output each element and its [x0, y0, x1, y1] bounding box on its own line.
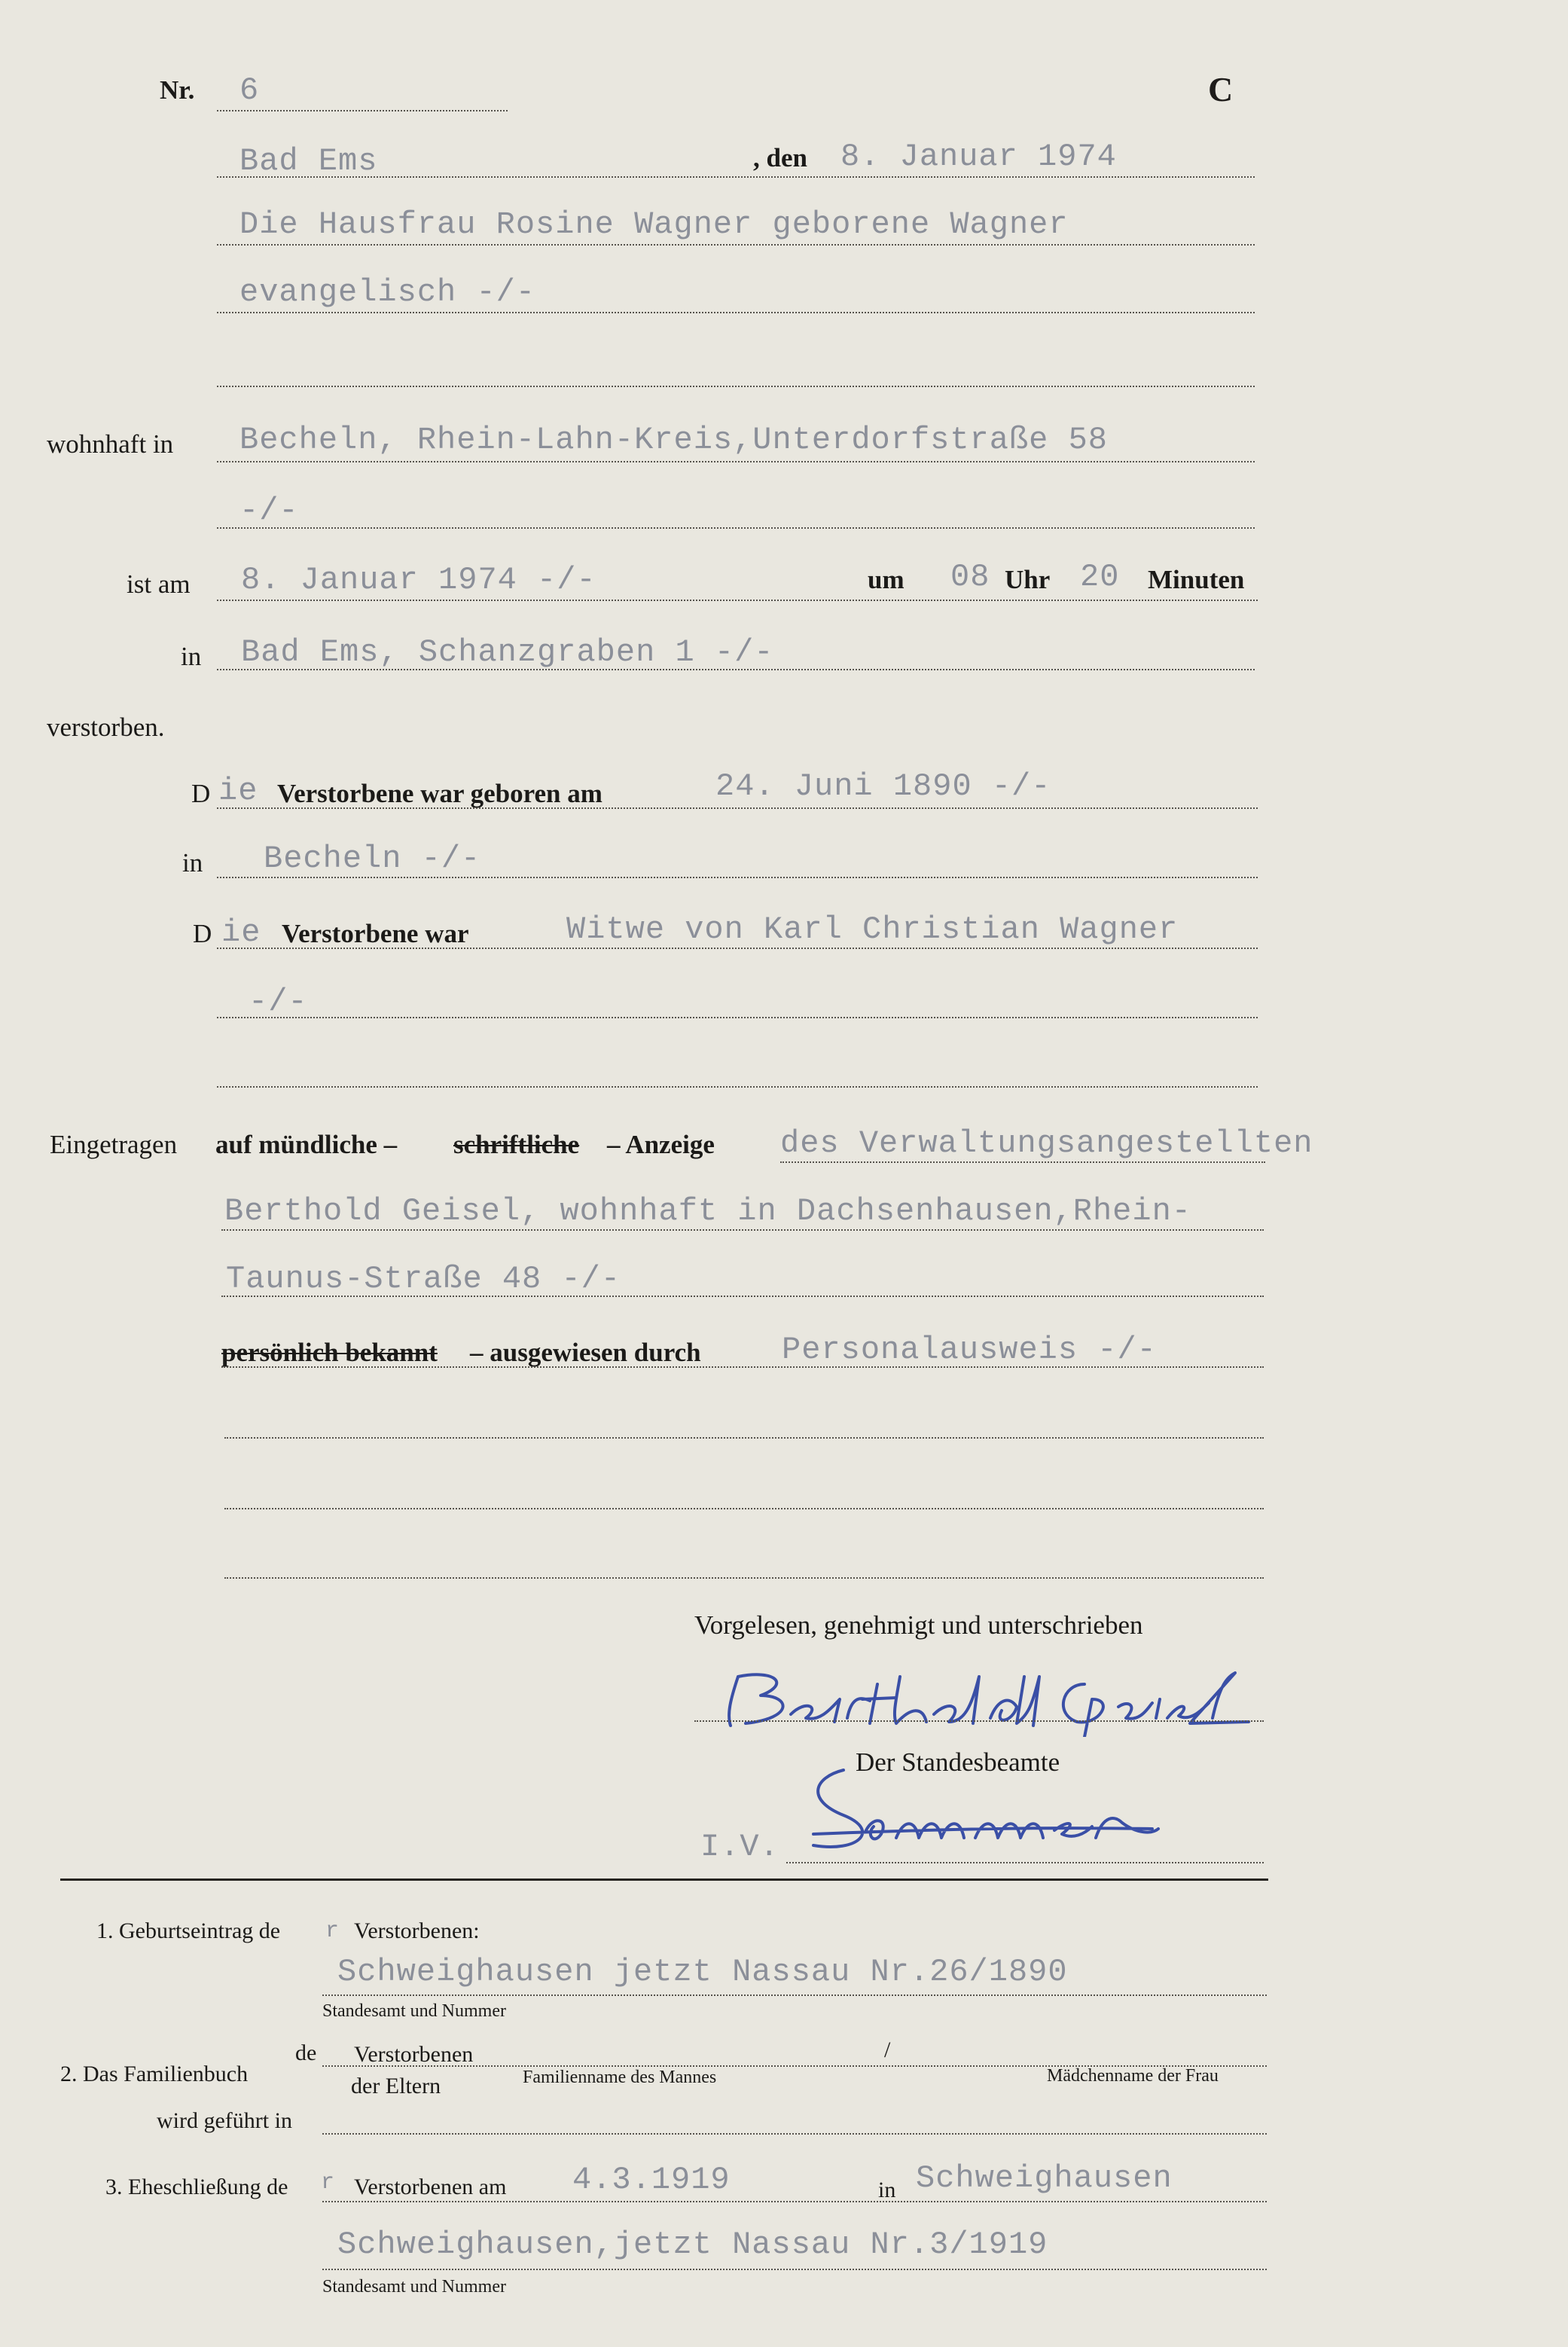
- status-fill: ie: [221, 914, 261, 951]
- line-note-3-value: [322, 2269, 1267, 2270]
- religion: evangelisch -/-: [239, 274, 536, 310]
- standesbeamte-label: Der Standesbeamte: [856, 1747, 1060, 1777]
- note-2-caption-b: Mädchenname der Frau: [1047, 2066, 1219, 2086]
- schriftliche-label-struck: schriftliche: [453, 1130, 580, 1159]
- line-note-1: [322, 1994, 1267, 1996]
- note-3-label-b: Verstorbenen am: [354, 2175, 507, 2199]
- persoenlich-bekannt-struck: persönlich bekannt: [221, 1338, 438, 1367]
- address-cont: -/-: [239, 493, 299, 529]
- entry-date: 8. Januar 1974: [840, 139, 1117, 175]
- line-blank-4: [224, 1508, 1264, 1509]
- address: Becheln, Rhein-Lahn-Kreis,Unterdorfstraße 58: [239, 422, 1108, 458]
- line-address-cont: [217, 527, 1255, 529]
- vorgelesen-label: Vorgelesen, genehmigt und unterschrieben: [694, 1610, 1143, 1640]
- informant-line-2: Berthold Geisel, wohnhaft in Dachsenhausen,Rhein-: [224, 1193, 1192, 1229]
- note-2-verstorbenen: Verstorbenen: [354, 2042, 474, 2067]
- note-3-caption: Standesamt und Nummer: [322, 2277, 506, 2297]
- note-3-date: 4.3.1919: [572, 2162, 731, 2198]
- line-id-document: [221, 1366, 1264, 1368]
- wohnhaft-label: wohnhaft in: [47, 429, 174, 459]
- auf-muendliche-label: auf mündliche –: [215, 1130, 398, 1159]
- note-2-slash: /: [884, 2037, 891, 2062]
- note-1-fill: r: [325, 1918, 340, 1944]
- ist-am-label: ist am: [127, 569, 191, 599]
- note-1-caption: Standesamt und Nummer: [322, 2001, 506, 2021]
- marital-status: Witwe von Karl Christian Wagner: [566, 911, 1179, 948]
- note-2-caption-a: Familienname des Mannes: [523, 2068, 717, 2087]
- iv-label: I.V.: [700, 1829, 779, 1865]
- line-address: [217, 461, 1255, 462]
- in-label: in: [181, 642, 202, 671]
- status-label: Verstorbene war: [282, 919, 469, 948]
- uhr-label: Uhr: [1005, 565, 1051, 594]
- line-status: [217, 948, 1258, 949]
- line-blank-3: [224, 1437, 1264, 1439]
- death-place: Bad Ems, Schanzgraben 1 -/-: [241, 634, 774, 670]
- death-minutes: 20: [1080, 559, 1120, 595]
- ausgewiesen-label: – ausgewiesen durch: [470, 1338, 701, 1367]
- line-official-signature: [786, 1862, 1264, 1863]
- line-note-2-wird: [322, 2133, 1267, 2135]
- born-prefix: D: [191, 779, 211, 808]
- informant-line-3: Taunus-Straße 48 -/-: [226, 1261, 621, 1297]
- section-divider: [60, 1879, 1268, 1881]
- id-document: Personalausweis -/-: [782, 1332, 1157, 1368]
- status-prefix: D: [193, 919, 212, 948]
- den-label: , den: [753, 143, 807, 172]
- note-3-in: in: [878, 2178, 896, 2202]
- line-status-cont: [217, 1017, 1258, 1018]
- line-note-3: [322, 2201, 1267, 2202]
- entry-place: Bad Ems: [239, 143, 378, 179]
- death-date: 8. Januar 1974 -/-: [241, 562, 596, 598]
- note-2-label: 2. Das Familienbuch: [60, 2062, 249, 2086]
- note-3-value: Schweighausen,jetzt Nassau Nr.3/1919: [337, 2226, 1048, 2263]
- line-informant-2: [221, 1229, 1264, 1231]
- line-place-date: [217, 176, 1255, 178]
- anzeige-label: – Anzeige: [607, 1130, 715, 1159]
- note-2-de: de: [295, 2040, 317, 2065]
- line-death-place: [217, 669, 1255, 670]
- note-1-label-b: Verstorbenen:: [354, 1918, 480, 1943]
- nr-value: 6: [239, 72, 260, 108]
- line-blank-5: [224, 1577, 1264, 1579]
- born-label: Verstorbene war geboren am: [277, 779, 602, 808]
- line-informant-signature: [694, 1720, 1264, 1722]
- born-fill: ie: [218, 773, 258, 809]
- informant-line-1: des Verwaltungsangestellten: [780, 1125, 1313, 1161]
- note-3-place: Schweighausen: [916, 2160, 1173, 2196]
- birth-date: 24. Juni 1890 -/-: [715, 768, 1051, 804]
- status-cont: -/-: [249, 984, 308, 1020]
- deceased-person: Die Hausfrau Rosine Wagner geborene Wagner: [239, 206, 1069, 243]
- informant-signature: [708, 1654, 1250, 1737]
- birth-place: Becheln -/-: [264, 841, 481, 877]
- official-signature: [798, 1763, 1160, 1860]
- note-1-value: Schweighausen jetzt Nassau Nr.26/1890: [337, 1954, 1068, 1990]
- line-birth-place: [217, 877, 1258, 878]
- note-2-wird: wird geführt in: [157, 2108, 292, 2133]
- line-informant-1: [780, 1161, 1265, 1163]
- line-birth-date: [217, 807, 1258, 809]
- eingetragen-label: Eingetragen: [50, 1130, 178, 1159]
- in-label-2: in: [182, 848, 203, 877]
- death-hour: 08: [950, 559, 990, 595]
- minuten-label: Minuten: [1148, 565, 1245, 594]
- line-death-time: [217, 600, 1258, 601]
- form-letter: C: [1208, 70, 1234, 108]
- note-1-label: 1. Geburtseintrag de: [96, 1918, 281, 1943]
- line-informant-3: [221, 1296, 1264, 1297]
- nr-line: [217, 110, 508, 111]
- verstorben-label: verstorben.: [47, 713, 165, 742]
- line-religion: [217, 312, 1255, 313]
- note-3-label: 3. Eheschließung de: [105, 2175, 288, 2199]
- nr-label: Nr.: [160, 75, 195, 105]
- um-label: um: [868, 565, 904, 594]
- line-blank-2: [217, 1086, 1258, 1088]
- note-3-fill: r: [321, 2170, 336, 2196]
- note-2-eltern: der Eltern: [351, 2074, 441, 2098]
- line-person: [217, 244, 1255, 246]
- line-blank-1: [217, 386, 1255, 387]
